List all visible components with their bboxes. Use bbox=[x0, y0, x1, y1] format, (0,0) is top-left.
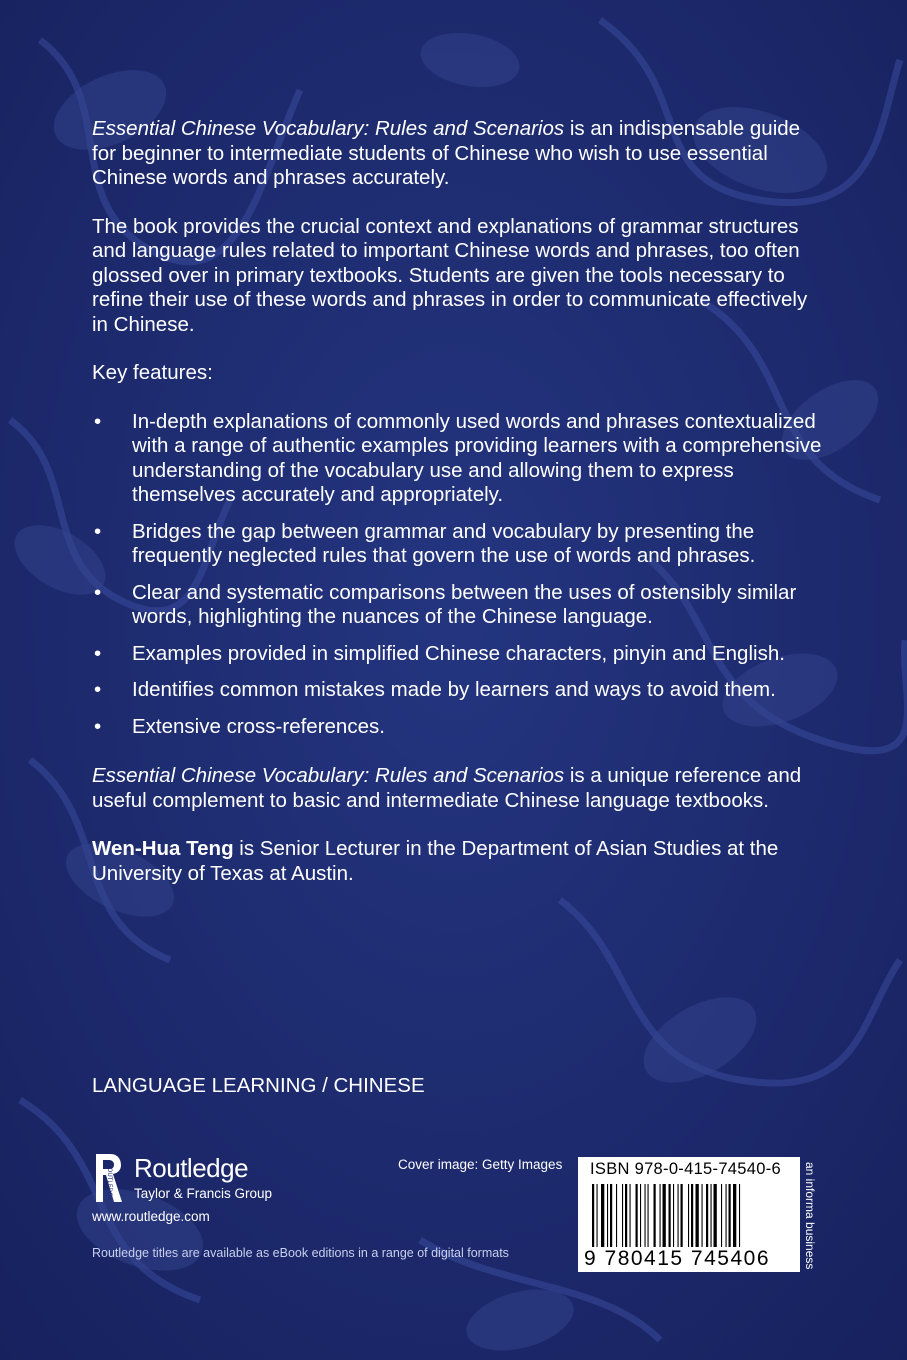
bullet-icon: • bbox=[94, 641, 102, 665]
feature-item bbox=[92, 581, 827, 630]
routledge-logo-icon bbox=[92, 1152, 124, 1204]
feature-item bbox=[92, 520, 827, 569]
publisher-logo bbox=[92, 1152, 282, 1204]
closing-paragraph bbox=[92, 764, 827, 813]
feature-text: Bridges the gap between grammar and vocabulary by presenting the frequently neglected rules that govern the use of words and phrases. bbox=[132, 519, 756, 567]
feature-text: Examples provided in simplified Chinese characters, pinyin and English. bbox=[132, 641, 785, 665]
bullet-icon: • bbox=[94, 678, 102, 701]
bullet-icon: • bbox=[94, 714, 102, 738]
ean-number: 9 780415 745406 bbox=[584, 1247, 770, 1270]
intro-paragraph-2: The book provides the crucial context and explanations of grammar structures and language rules related to important Chinese words and phrases, too often glossed over in primary textbooks. Students are given the tools necessary to refine their use of these words and phrases in order to communicate effectively in Chinese. bbox=[92, 214, 808, 336]
subject-category: LANGUAGE LEARNING / CHINESE bbox=[92, 1074, 425, 1097]
feature-item bbox=[92, 715, 827, 740]
feature-item bbox=[92, 642, 827, 667]
author-name: Wen-Hua Teng bbox=[92, 837, 234, 860]
cover-credit: Cover image: Getty Images bbox=[398, 1157, 563, 1172]
bullet-icon: • bbox=[94, 580, 102, 604]
book-title-italic: Essential Chinese Vocabulary: Rules and Scenarios bbox=[92, 764, 565, 787]
feature-text: Clear and systematic comparisons between the uses of ostensibly similar words, highlighting the nuances of the Chinese language. bbox=[132, 580, 797, 628]
feature-item bbox=[92, 410, 827, 508]
author-bio-text: is Senior Lecturer in the Department of Asian Studies at the University of Texas at Austin. bbox=[92, 837, 779, 885]
intro-1-text: is an indispensable guide for beginner to intermediate students of Chinese who wish to use essential Chinese words and phrases accurately. bbox=[92, 117, 801, 189]
features-heading: Key features: bbox=[92, 361, 213, 384]
barcode-icon bbox=[592, 1184, 790, 1247]
back-cover-text bbox=[92, 117, 827, 886]
features-list bbox=[92, 410, 827, 740]
closing-text: is a unique reference and useful complement to basic and intermediate Chinese language textbooks. bbox=[92, 764, 802, 812]
informa-text: an informa business bbox=[803, 1162, 817, 1270]
informa-tagline bbox=[803, 1162, 819, 1270]
feature-text: In-depth explanations of commonly used words and phrases contextualized with a range of authentic examples providing learners with a comprehensive understanding of the vocabulary use and allowing them to express themselves accurately and appropriately. bbox=[132, 409, 822, 506]
feature-text: Extensive cross-references. bbox=[132, 714, 385, 738]
isbn-label: ISBN 978-0-415-74540-6 bbox=[590, 1160, 781, 1178]
author-bio bbox=[92, 837, 827, 886]
book-title-italic: Essential Chinese Vocabulary: Rules and Scenarios bbox=[92, 117, 565, 140]
publisher-name: Routledge bbox=[134, 1153, 249, 1183]
publisher-group: Taylor & Francis Group bbox=[134, 1186, 273, 1201]
ebook-note: Routledge titles are available as eBook editions in a range of digital formats bbox=[92, 1246, 509, 1260]
svg-text:ROUTLEDGE: ROUTLEDGE bbox=[106, 1163, 113, 1201]
bullet-icon: • bbox=[94, 409, 102, 433]
feature-text: Identifies common mistakes made by learners and ways to avoid them. bbox=[132, 678, 776, 701]
intro-paragraph-1 bbox=[92, 117, 827, 191]
barcode-panel bbox=[578, 1157, 800, 1272]
feature-item bbox=[92, 678, 827, 703]
bullet-icon: • bbox=[94, 519, 102, 543]
publisher-url[interactable]: www.routledge.com bbox=[92, 1209, 210, 1224]
